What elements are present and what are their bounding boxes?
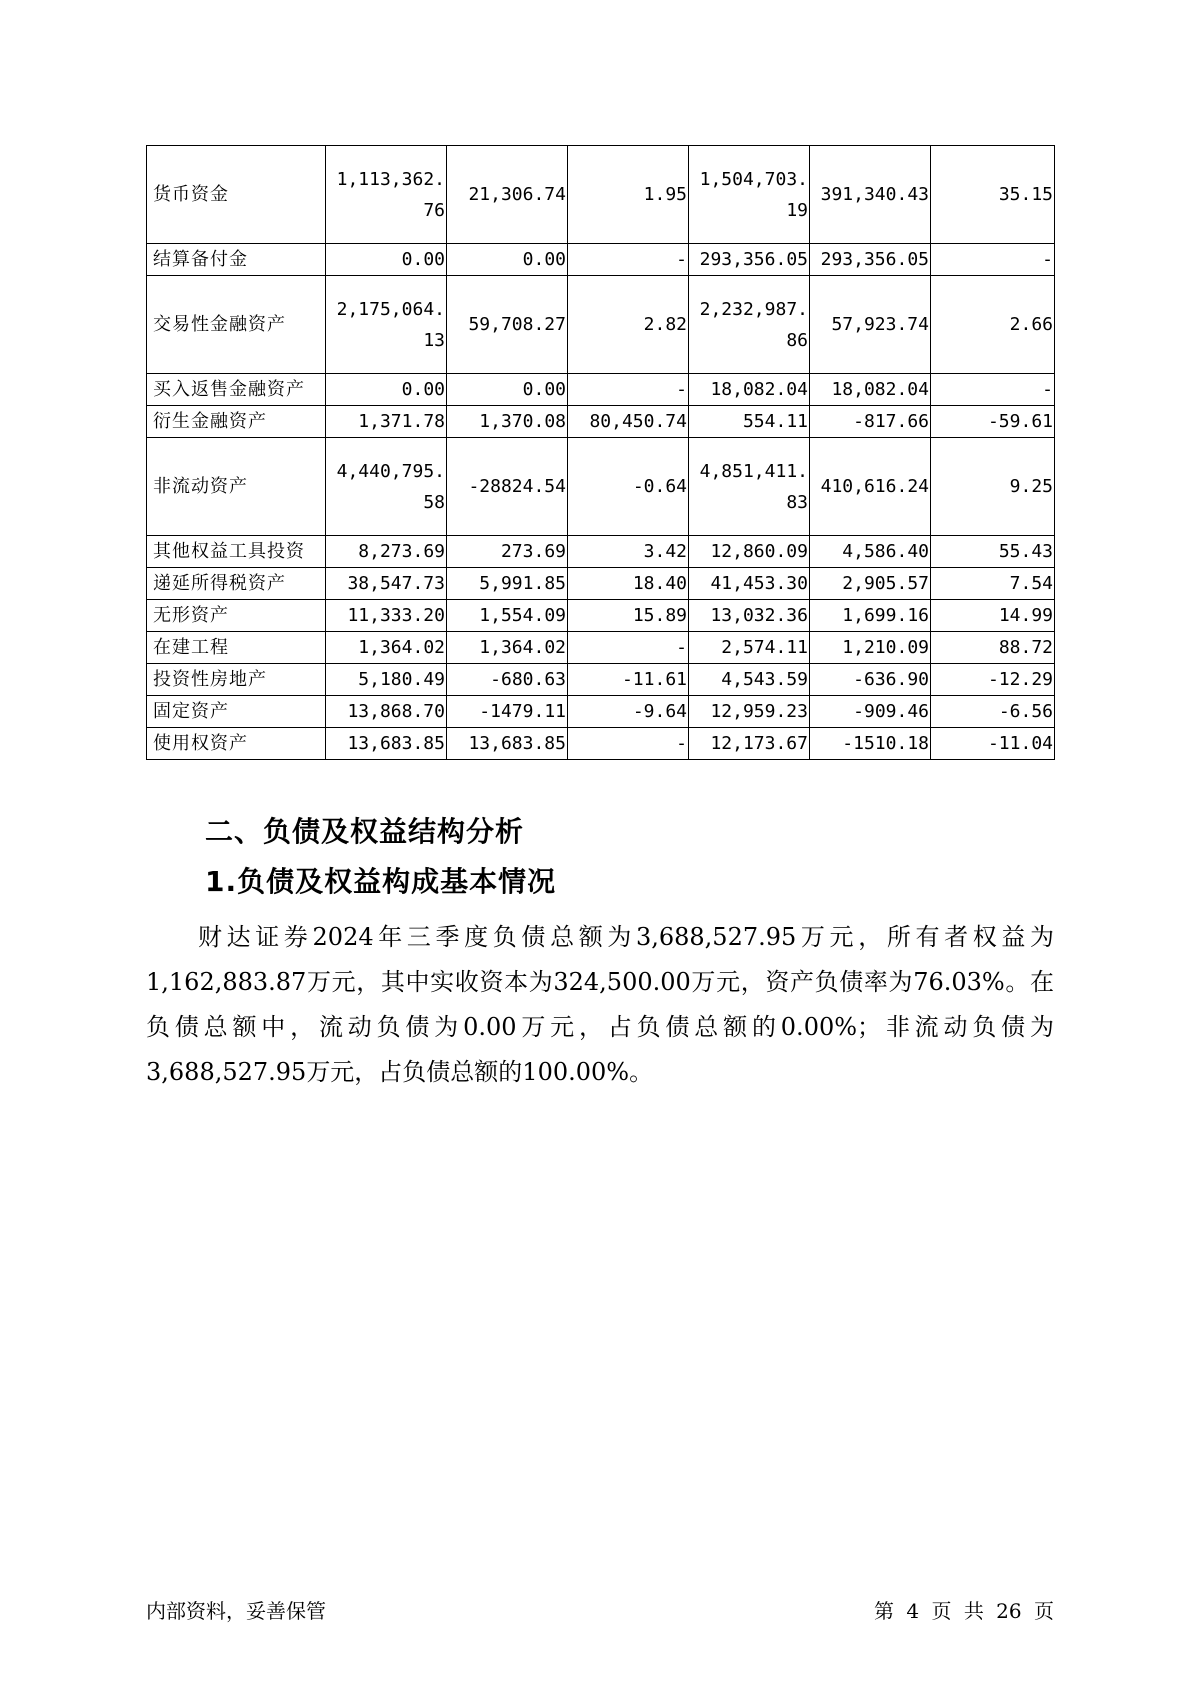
row-label: 衍生金融资产 — [147, 406, 326, 438]
cell-c1: 0.00 — [326, 374, 447, 406]
cell-c1: 1,113,362.76 — [326, 146, 447, 244]
cell-c4: 2,574.11 — [689, 632, 810, 664]
cell-c3: -0.64 — [568, 438, 689, 536]
cell-c5: 18,082.04 — [810, 374, 931, 406]
footer-confidential-note: 内部资料，妥善保管 — [146, 1599, 326, 1623]
row-label: 货币资金 — [147, 146, 326, 244]
cell-c6: -12.29 — [931, 664, 1055, 696]
cell-c6: - — [931, 374, 1055, 406]
row-label: 交易性金融资产 — [147, 276, 326, 374]
cell-c6: 88.72 — [931, 632, 1055, 664]
cell-c2: 0.00 — [447, 244, 568, 276]
cell-c4: 2,232,987.86 — [689, 276, 810, 374]
table-row — [147, 374, 1055, 406]
cell-c4: 554.11 — [689, 406, 810, 438]
cell-c4: 12,959.23 — [689, 696, 810, 728]
cell-c3: - — [568, 728, 689, 760]
cell-c6: -6.56 — [931, 696, 1055, 728]
cell-c3: 1.95 — [568, 146, 689, 244]
table-row — [147, 244, 1055, 276]
cell-c1: 5,180.49 — [326, 664, 447, 696]
row-label: 结算备付金 — [147, 244, 326, 276]
cell-c1: 2,175,064.13 — [326, 276, 447, 374]
cell-c2: 1,364.02 — [447, 632, 568, 664]
cell-c2: -1479.11 — [447, 696, 568, 728]
row-label: 使用权资产 — [147, 728, 326, 760]
cell-c1: 11,333.20 — [326, 600, 447, 632]
cell-c4: 41,453.30 — [689, 568, 810, 600]
row-label: 无形资产 — [147, 600, 326, 632]
cell-c3: 80,450.74 — [568, 406, 689, 438]
cell-c1: 1,364.02 — [326, 632, 447, 664]
cell-c5: 293,356.05 — [810, 244, 931, 276]
cell-c1: 4,440,795.58 — [326, 438, 447, 536]
cell-c2: 59,708.27 — [447, 276, 568, 374]
row-label: 投资性房地产 — [147, 664, 326, 696]
table-row — [147, 728, 1055, 760]
asset-change-table — [146, 145, 1055, 760]
section-subheading: 1.负债及权益构成基本情况 — [205, 865, 557, 898]
row-label: 买入返售金融资产 — [147, 374, 326, 406]
section-heading: 二、负债及权益结构分析 — [205, 815, 525, 848]
table-row — [147, 406, 1055, 438]
cell-c2: 0.00 — [447, 374, 568, 406]
cell-c3: - — [568, 632, 689, 664]
cell-c1: 13,868.70 — [326, 696, 447, 728]
cell-c6: -59.61 — [931, 406, 1055, 438]
footer-page-number: 第 4 页 共 26 页 — [874, 1599, 1054, 1623]
cell-c4: 12,173.67 — [689, 728, 810, 760]
row-label: 固定资产 — [147, 696, 326, 728]
cell-c6: 35.15 — [931, 146, 1055, 244]
cell-c4: 18,082.04 — [689, 374, 810, 406]
cell-c1: 1,371.78 — [326, 406, 447, 438]
cell-c4: 1,504,703.19 — [689, 146, 810, 244]
table-row — [147, 600, 1055, 632]
cell-c1: 8,273.69 — [326, 536, 447, 568]
table-row — [147, 664, 1055, 696]
cell-c5: 2,905.57 — [810, 568, 931, 600]
cell-c2: -680.63 — [447, 664, 568, 696]
cell-c5: 57,923.74 — [810, 276, 931, 374]
cell-c4: 12,860.09 — [689, 536, 810, 568]
table-row — [147, 536, 1055, 568]
cell-c1: 13,683.85 — [326, 728, 447, 760]
cell-c5: 391,340.43 — [810, 146, 931, 244]
cell-c6: -11.04 — [931, 728, 1055, 760]
row-label: 其他权益工具投资 — [147, 536, 326, 568]
cell-c4: 4,851,411.83 — [689, 438, 810, 536]
cell-c5: -1510.18 — [810, 728, 931, 760]
cell-c6: 55.43 — [931, 536, 1055, 568]
section-paragraph: 财达证券2024年三季度负债总额为3,688,527.95万元，所有者权益为1,162,883.87万元，其中实收资本为324,500.00万元，资产负债率为76.03%。在负债总额中，流动负债为0.00万元，占负债总额的0.00%；非流动负债为3,688,527.95万元，占负债总额的100.00%。 — [146, 923, 1054, 1086]
table-row — [147, 276, 1055, 374]
table-row — [147, 438, 1055, 536]
cell-c2: 13,683.85 — [447, 728, 568, 760]
cell-c3: -9.64 — [568, 696, 689, 728]
cell-c3: 2.82 — [568, 276, 689, 374]
cell-c3: 18.40 — [568, 568, 689, 600]
table-body — [147, 146, 1055, 760]
table-row — [147, 632, 1055, 664]
table-row — [147, 568, 1055, 600]
cell-c3: - — [568, 374, 689, 406]
cell-c4: 4,543.59 — [689, 664, 810, 696]
cell-c2: 273.69 — [447, 536, 568, 568]
cell-c1: 0.00 — [326, 244, 447, 276]
cell-c5: 4,586.40 — [810, 536, 931, 568]
row-label: 在建工程 — [147, 632, 326, 664]
cell-c2: -28824.54 — [447, 438, 568, 536]
cell-c2: 21,306.74 — [447, 146, 568, 244]
cell-c6: 14.99 — [931, 600, 1055, 632]
cell-c2: 1,554.09 — [447, 600, 568, 632]
cell-c1: 38,547.73 — [326, 568, 447, 600]
table-row — [147, 696, 1055, 728]
cell-c6: - — [931, 244, 1055, 276]
cell-c2: 1,370.08 — [447, 406, 568, 438]
cell-c4: 13,032.36 — [689, 600, 810, 632]
row-label: 递延所得税资产 — [147, 568, 326, 600]
cell-c3: - — [568, 244, 689, 276]
cell-c3: -11.61 — [568, 664, 689, 696]
cell-c6: 2.66 — [931, 276, 1055, 374]
cell-c5: 410,616.24 — [810, 438, 931, 536]
cell-c6: 7.54 — [931, 568, 1055, 600]
cell-c2: 5,991.85 — [447, 568, 568, 600]
row-label: 非流动资产 — [147, 438, 326, 536]
cell-c5: 1,699.16 — [810, 600, 931, 632]
cell-c5: -909.46 — [810, 696, 931, 728]
cell-c3: 15.89 — [568, 600, 689, 632]
cell-c5: -817.66 — [810, 406, 931, 438]
cell-c5: -636.90 — [810, 664, 931, 696]
cell-c3: 3.42 — [568, 536, 689, 568]
cell-c4: 293,356.05 — [689, 244, 810, 276]
cell-c6: 9.25 — [931, 438, 1055, 536]
cell-c5: 1,210.09 — [810, 632, 931, 664]
table-row — [147, 146, 1055, 244]
